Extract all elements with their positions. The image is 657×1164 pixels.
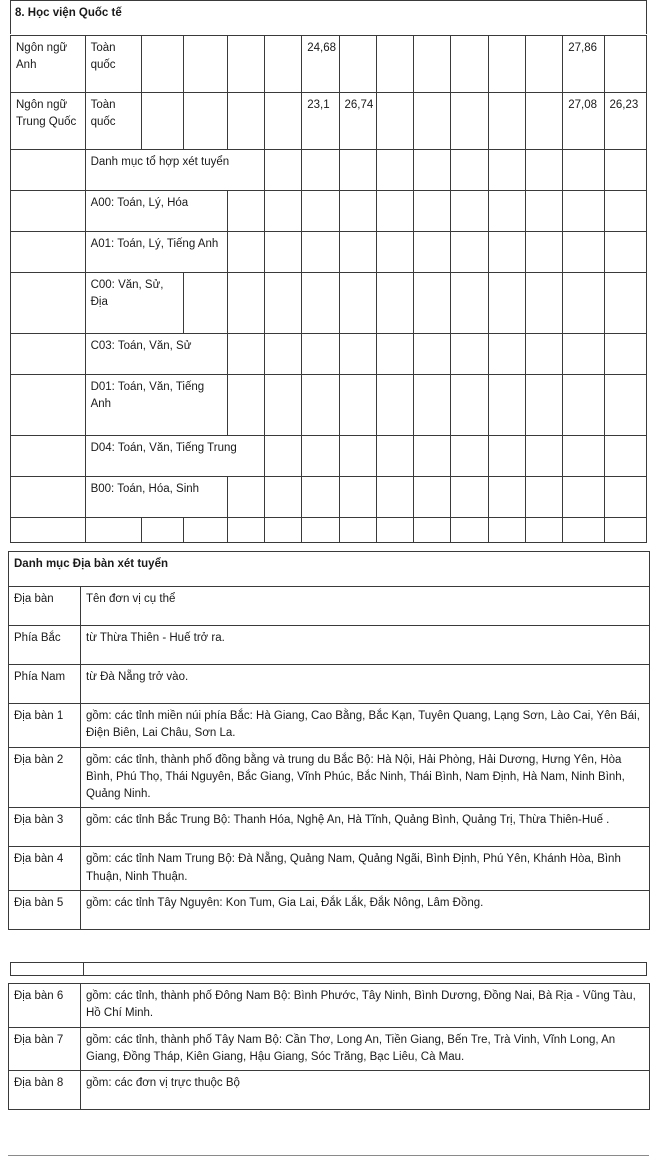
table-row (9, 665, 650, 704)
score-cell (604, 36, 646, 93)
page-break-filler-row (10, 962, 647, 976)
blank-cell (451, 436, 488, 477)
blank-cell (11, 191, 86, 232)
blank-cell (376, 518, 413, 543)
blank-cell (339, 191, 376, 232)
region-label: Địa bàn 7 (9, 1027, 81, 1071)
blank-cell (563, 477, 604, 518)
table-row (9, 626, 650, 665)
blank-cell (264, 436, 301, 477)
blank-cell (11, 334, 86, 375)
blank-cell (604, 436, 646, 477)
combination-label: C03: Toán, Văn, Sử (85, 334, 227, 375)
blank-cell (376, 191, 413, 232)
blank-cell (451, 334, 488, 375)
score-cell-empty (227, 93, 264, 150)
region-label: Địa bàn 3 (9, 808, 81, 847)
blank-cell (302, 150, 339, 191)
blank-cell (302, 334, 339, 375)
blank-cell (376, 273, 413, 334)
blank-cell (563, 273, 604, 334)
blank-cell (525, 477, 562, 518)
blank-cell (11, 518, 86, 543)
blank-cell (339, 477, 376, 518)
table-row (11, 232, 647, 273)
score-cell: 27,86 (563, 36, 604, 93)
blank-cell (604, 273, 646, 334)
blank-cell (563, 232, 604, 273)
blank-cell (414, 232, 451, 273)
region-label: Phía Nam (9, 665, 81, 704)
score-cell-empty (264, 93, 301, 150)
region-label: Địa bàn 6 (9, 984, 81, 1028)
program-scope: Toàn quốc (85, 36, 141, 93)
blank-cell (525, 375, 562, 436)
blank-cell (414, 191, 451, 232)
score-cell-empty (376, 36, 413, 93)
score-cell-empty (376, 93, 413, 150)
section-title-band (10, 0, 647, 34)
region-label: Địa bàn 2 (9, 747, 81, 808)
blank-cell (563, 191, 604, 232)
table-row (9, 984, 650, 1028)
combination-heading: Danh mục tổ hợp xét tuyển (85, 150, 264, 191)
blank-cell (142, 518, 184, 543)
blank-cell (488, 334, 525, 375)
blank-cell (11, 273, 86, 334)
table-row (11, 334, 647, 375)
score-cell-empty (227, 36, 264, 93)
region-catalog-heading: Danh mục Địa bàn xét tuyển (9, 552, 650, 587)
table-row (9, 747, 650, 808)
combination-label: D04: Toán, Văn, Tiếng Trung (85, 436, 264, 477)
blank-cell (414, 150, 451, 191)
table-row (9, 890, 650, 929)
blank-cell (302, 232, 339, 273)
score-cell-empty (451, 93, 488, 150)
blank-cell (525, 150, 562, 191)
blank-cell (264, 273, 301, 334)
region-label: Địa bàn 4 (9, 847, 81, 891)
region-description: gồm: các tỉnh Nam Trung Bộ: Đà Nẵng, Quảng Nam, Quảng Ngãi, Bình Định, Phú Yên, Khánh Hòa, Bình Thuận, Ninh Thuận. (81, 847, 650, 891)
region-label: Địa bàn 1 (9, 704, 81, 748)
blank-cell (264, 334, 301, 375)
blank-cell (414, 375, 451, 436)
blank-cell (302, 273, 339, 334)
blank-cell (227, 191, 264, 232)
region-description: gồm: các tỉnh Tây Nguyên: Kon Tum, Gia Lai, Đắk Lắk, Đắk Nông, Lâm Đồng. (81, 890, 650, 929)
blank-cell (339, 273, 376, 334)
blank-cell (525, 334, 562, 375)
score-cell: 26,74 (339, 93, 376, 150)
score-cell: 24,68 (302, 36, 339, 93)
blank-cell (414, 436, 451, 477)
blank-cell (525, 191, 562, 232)
page-bottom-rule (8, 1155, 649, 1156)
program-name: Ngôn ngữ Anh (11, 36, 86, 93)
blank-cell (563, 334, 604, 375)
combination-label: C00: Văn, Sử, Địa (85, 273, 184, 334)
score-cell-empty (264, 36, 301, 93)
blank-cell (339, 518, 376, 543)
score-cell-empty (525, 36, 562, 93)
blank-cell (451, 477, 488, 518)
blank-cell (414, 273, 451, 334)
score-cell-empty (414, 93, 451, 150)
blank-cell (488, 273, 525, 334)
blank-cell (264, 477, 301, 518)
blank-cell (488, 191, 525, 232)
region-label: Địa bàn 8 (9, 1071, 81, 1110)
score-cell-empty (184, 93, 227, 150)
blank-cell (604, 334, 646, 375)
score-cell-empty (525, 93, 562, 150)
blank-cell (264, 232, 301, 273)
table-row (11, 93, 647, 150)
blank-cell (184, 518, 227, 543)
blank-cell (525, 518, 562, 543)
region-description: từ Thừa Thiên - Huế trở ra. (81, 626, 650, 665)
table-row (11, 375, 647, 436)
table-row (9, 1071, 650, 1110)
combination-label: A00: Toán, Lý, Hóa (85, 191, 227, 232)
score-cell-empty (142, 93, 184, 150)
blank-cell (339, 232, 376, 273)
region-label: Phía Bắc (9, 626, 81, 665)
page-title: 8. Học viện Quốc tế (15, 7, 122, 19)
blank-cell (604, 232, 646, 273)
table-row (11, 191, 647, 232)
blank-cell (302, 375, 339, 436)
score-cell-empty (142, 36, 184, 93)
table-row (11, 36, 647, 93)
program-scope: Toàn quốc (85, 93, 141, 150)
table-row (9, 808, 650, 847)
blank-cell (184, 273, 227, 334)
blank-cell (414, 477, 451, 518)
blank-cell (525, 273, 562, 334)
region-description: gồm: các tỉnh, thành phố Tây Nam Bộ: Cần Thơ, Long An, Tiền Giang, Bến Tre, Trà Vinh, Vĩnh Long, An Giang, Đồng Tháp, Kiên Giang, Hậu Giang, Sóc Trăng, Bạc Liêu, Cà Mau. (81, 1027, 650, 1071)
blank-cell (227, 232, 264, 273)
blank-cell (339, 334, 376, 375)
blank-cell (264, 150, 301, 191)
blank-cell (264, 191, 301, 232)
combination-label: B00: Toán, Hóa, Sinh (85, 477, 227, 518)
region-description: gồm: các tỉnh miền núi phía Bắc: Hà Giang, Cao Bằng, Bắc Kạn, Tuyên Quang, Lạng Sơn, Lào Cai, Yên Bái, Điện Biên, Lai Châu, Sơn La. (81, 704, 650, 748)
region-catalog-table-continued (8, 983, 650, 1110)
score-cell-empty (184, 36, 227, 93)
blank-cell (488, 375, 525, 436)
region-label: Địa bàn 5 (9, 890, 81, 929)
blank-cell (339, 375, 376, 436)
region-description: gồm: các tỉnh, thành phố Đông Nam Bộ: Bình Phước, Tây Ninh, Bình Dương, Đồng Nai, Bà Rịa - Vũng Tàu, Hồ Chí Minh. (81, 984, 650, 1028)
blank-cell (376, 334, 413, 375)
blank-cell (604, 150, 646, 191)
blank-cell (85, 518, 141, 543)
region-description: gồm: các đơn vị trực thuộc Bộ (81, 1071, 650, 1110)
blank-cell (563, 518, 604, 543)
blank-cell (563, 375, 604, 436)
blank-cell (302, 191, 339, 232)
blank-cell (302, 477, 339, 518)
blank-cell (11, 375, 86, 436)
table-row (9, 704, 650, 748)
blank-cell (227, 518, 264, 543)
region-catalog-table (8, 551, 650, 930)
blank-cell (302, 436, 339, 477)
blank-cell (376, 477, 413, 518)
blank-cell (525, 436, 562, 477)
table-row (11, 477, 647, 518)
blank-cell (563, 150, 604, 191)
blank-cell (488, 232, 525, 273)
table-row-filler (11, 518, 647, 543)
blank-cell (451, 191, 488, 232)
table-row (11, 150, 647, 191)
table-row (9, 1027, 650, 1071)
score-cell: 23,1 (302, 93, 339, 150)
blank-cell (264, 518, 301, 543)
combination-label: D01: Toán, Văn, Tiếng Anh (85, 375, 227, 436)
blank-cell (451, 232, 488, 273)
score-cell-empty (488, 93, 525, 150)
score-cell: 27,08 (563, 93, 604, 150)
combination-label: A01: Toán, Lý, Tiếng Anh (85, 232, 227, 273)
score-cell-empty (488, 36, 525, 93)
blank-cell (604, 477, 646, 518)
table-row (11, 436, 647, 477)
score-cell-empty (451, 36, 488, 93)
blank-cell (376, 436, 413, 477)
column-divider (83, 963, 84, 975)
table-row (11, 273, 647, 334)
score-cell: 26,23 (604, 93, 646, 150)
blank-cell (525, 232, 562, 273)
blank-cell (339, 150, 376, 191)
blank-cell (11, 232, 86, 273)
blank-cell (414, 518, 451, 543)
score-cell (339, 36, 376, 93)
blank-cell (376, 375, 413, 436)
score-cell-empty (414, 36, 451, 93)
blank-cell (451, 150, 488, 191)
blank-cell (11, 150, 86, 191)
region-table-heading-row (9, 552, 650, 587)
blank-cell (227, 477, 264, 518)
blank-cell (604, 518, 646, 543)
blank-cell (264, 375, 301, 436)
blank-cell (488, 436, 525, 477)
admission-scores-table (10, 35, 647, 543)
blank-cell (227, 334, 264, 375)
blank-cell (488, 518, 525, 543)
blank-cell (376, 150, 413, 191)
table-row (9, 847, 650, 891)
blank-cell (227, 375, 264, 436)
region-description: từ Đà Nẵng trở vào. (81, 665, 650, 704)
blank-cell (451, 375, 488, 436)
blank-cell (302, 518, 339, 543)
program-name: Ngôn ngữ Trung Quốc (11, 93, 86, 150)
blank-cell (488, 150, 525, 191)
blank-cell (563, 436, 604, 477)
blank-cell (488, 477, 525, 518)
blank-cell (604, 375, 646, 436)
region-table-header-row (9, 587, 650, 626)
blank-cell (451, 518, 488, 543)
blank-cell (414, 334, 451, 375)
blank-cell (376, 232, 413, 273)
blank-cell (604, 191, 646, 232)
blank-cell (227, 273, 264, 334)
blank-cell (11, 436, 86, 477)
region-description: gồm: các tỉnh, thành phố đồng bằng và trung du Bắc Bộ: Hà Nội, Hải Phòng, Hải Dương, Hưng Yên, Hòa Bình, Phú Thọ, Thái Nguyên, Bắc Giang, Vĩnh Phúc, Bắc Ninh, Thái Bình, Nam Định, Hà Nam, Ninh Bình, Quảng Ninh. (81, 747, 650, 808)
blank-cell (339, 436, 376, 477)
column-header-units: Tên đơn vị cụ thể (81, 587, 650, 626)
blank-cell (451, 273, 488, 334)
blank-cell (11, 477, 86, 518)
region-description: gồm: các tỉnh Bắc Trung Bộ: Thanh Hóa, Nghệ An, Hà Tĩnh, Quảng Bình, Quảng Trị, Thừa Thiên-Huế . (81, 808, 650, 847)
column-header-region: Địa bàn (9, 587, 81, 626)
